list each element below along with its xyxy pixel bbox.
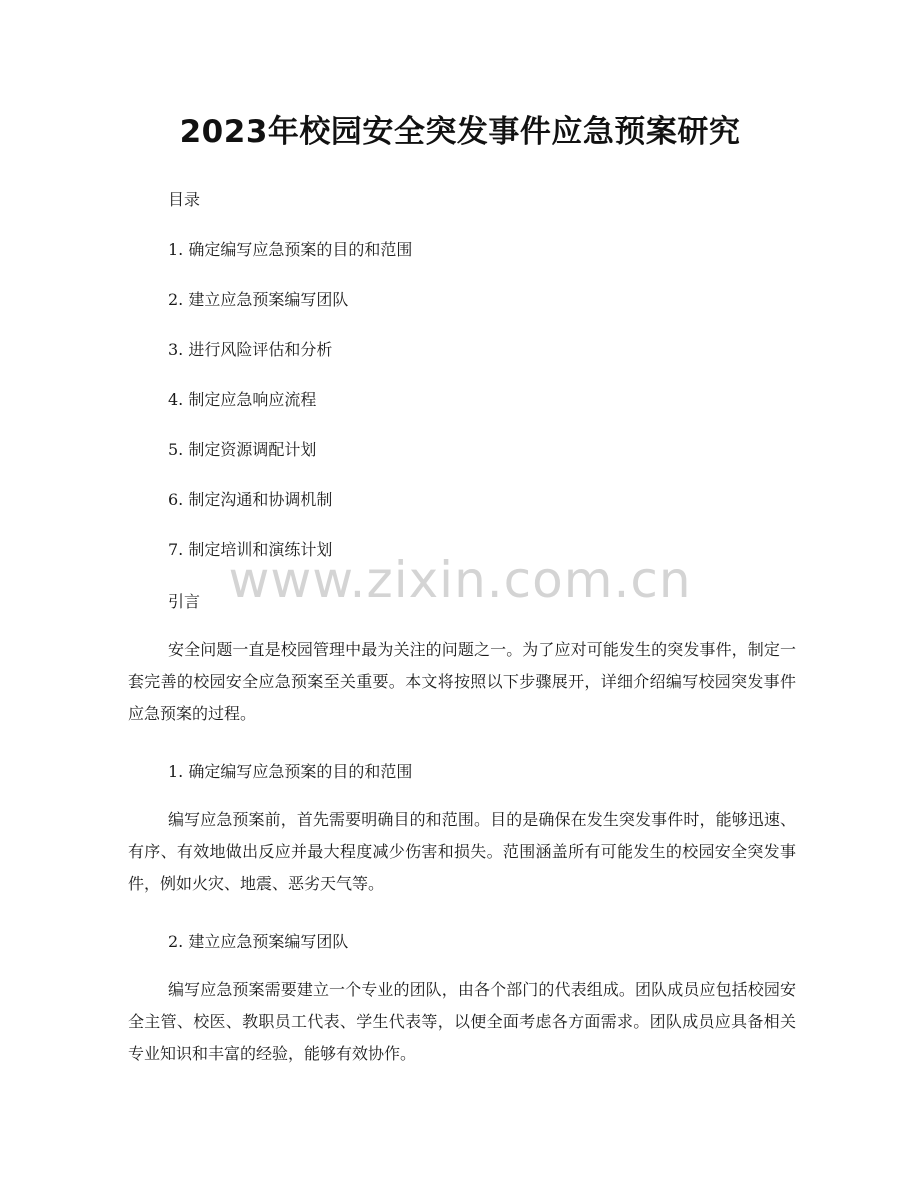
watermark: www.zixin.com.cn (228, 551, 692, 609)
intro-heading: 引言 (168, 592, 201, 611)
toc-item-7: 7. 制定培训和演练计划 (168, 540, 333, 559)
toc-item-4: 4. 制定应急响应流程 (168, 390, 317, 409)
intro-paragraph: 安全问题一直是校园管理中最为关注的问题之一。为了应对可能发生的突发事件，制定一套完善的校园安全应急预案至关重要。本文将按照以下步骤展开，详细介绍编写校园突发事件应急预案的过程。 (128, 640, 796, 723)
toc-heading: 目录 (168, 190, 201, 209)
toc-item-2: 2. 建立应急预案编写团队 (168, 290, 349, 309)
section2-heading: 2. 建立应急预案编写团队 (168, 932, 349, 951)
section1-paragraph: 编写应急预案前，首先需要明确目的和范围。目的是确保在发生突发事件时，能够迅速、有序、有效地做出反应并最大程度减少伤害和损失。范围涵盖所有可能发生的校园安全突发事件，例如火灾、地震、恶劣天气等。 (128, 810, 796, 893)
section1-heading: 1. 确定编写应急预案的目的和范围 (168, 762, 413, 781)
toc-item-3: 3. 进行风险评估和分析 (168, 340, 333, 359)
toc-item-6: 6. 制定沟通和协调机制 (168, 490, 333, 509)
document-title: 2023年校园安全突发事件应急预案研究 (179, 114, 741, 150)
toc-item-5: 5. 制定资源调配计划 (168, 440, 317, 459)
section2-paragraph: 编写应急预案需要建立一个专业的团队，由各个部门的代表组成。团队成员应包括校园安全主管、校医、教职员工代表、学生代表等，以便全面考虑各方面需求。团队成员应具备相关专业知识和丰富的经验，能够有效协作。 (128, 980, 796, 1063)
toc-item-1: 1. 确定编写应急预案的目的和范围 (168, 240, 413, 259)
